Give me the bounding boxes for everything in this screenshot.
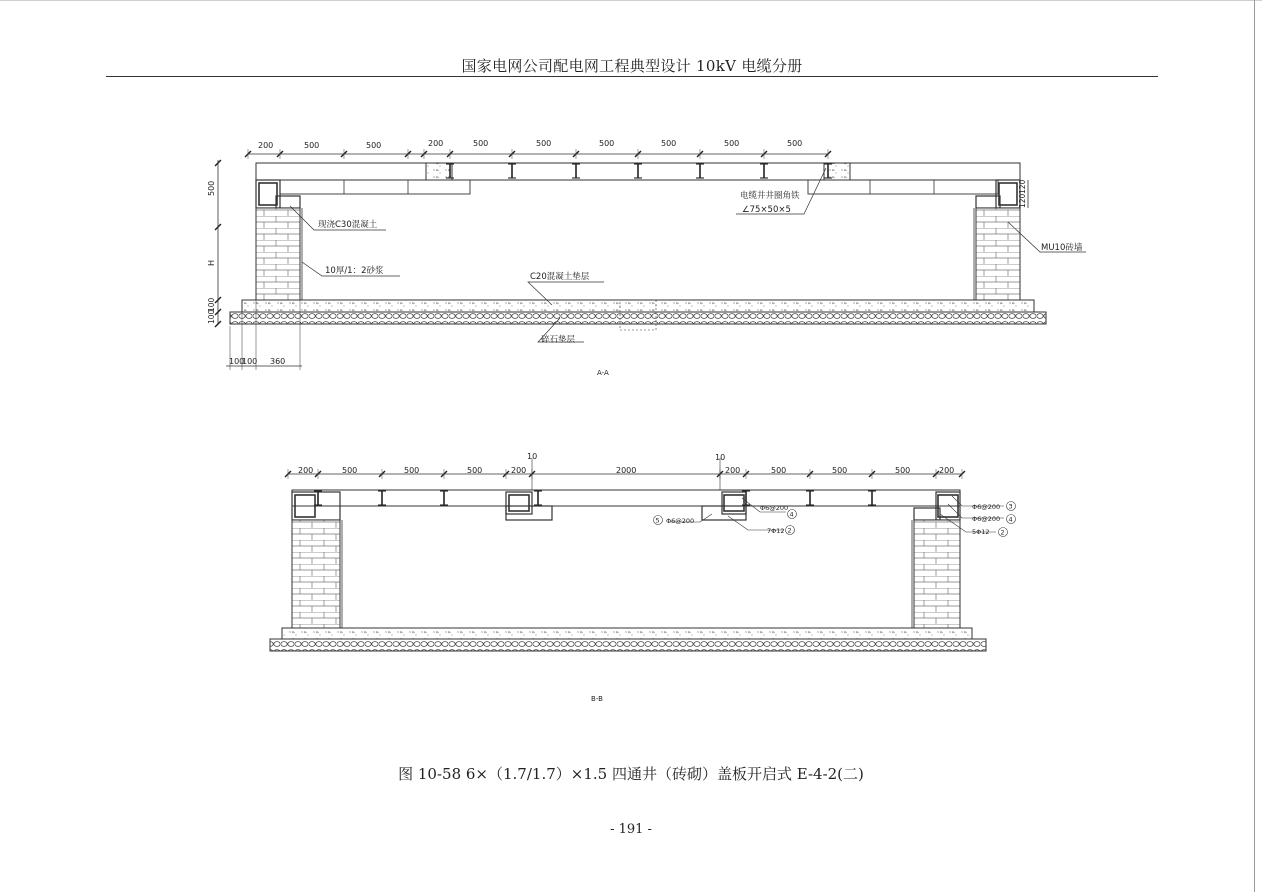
bb-tag-3: 3	[1008, 502, 1013, 511]
aa-label-gravel: 碎石垫层	[541, 335, 576, 345]
aa-ring-beam-left-rebar	[259, 183, 277, 205]
bb-top-dim-label: 500	[404, 466, 420, 475]
aa-dim-left-100a: 100	[207, 297, 216, 312]
aa-brick-wall-right	[976, 208, 1020, 300]
section-aa	[215, 149, 1086, 370]
aa-steel-beams	[446, 164, 832, 178]
bb-label-stirrup-r2: Φ6@200	[972, 515, 1001, 523]
aa-labels	[207, 179, 1083, 377]
aa-plate-joints	[344, 180, 934, 194]
aa-top-dim-label: 500	[473, 139, 489, 148]
aa-steel-beam	[634, 164, 642, 178]
bb-mid-beam-left-rebar	[509, 495, 529, 511]
bb-steel-beam	[378, 491, 386, 505]
page-header: 国家电网公司配电网工程典型设计 10kV 电缆分册	[461, 57, 803, 75]
aa-cover-plate-lower	[280, 180, 470, 194]
aa-section-title: A-A	[597, 369, 609, 377]
aa-dim-bottom-360: 360	[270, 357, 286, 366]
bb-tag-2b: 2	[1000, 528, 1005, 537]
aa-dim-bottom-100a: 100	[229, 357, 245, 366]
bb-top-dim-label: 2000	[616, 466, 637, 475]
bb-top-dim-label: 500	[467, 466, 483, 475]
aa-c20-cushion	[242, 300, 1034, 312]
bb-gap-dim-2: 10	[715, 453, 726, 462]
aa-dim-left-500: 500	[207, 180, 216, 196]
bb-top-dim-label: 500	[895, 466, 911, 475]
bb-label-stirrup-left: Φ6@200	[760, 504, 789, 512]
aa-top-dim-labels	[258, 139, 802, 150]
aa-top-dim-label: 500	[366, 141, 382, 150]
bb-label-main-left: 7Φ12	[767, 527, 785, 535]
bb-top-dim-label: 200	[939, 466, 955, 475]
bb-section-title: B-B	[591, 695, 603, 703]
aa-dim-left-100b: 100	[207, 309, 216, 324]
aa-dim-bottom-100b: 100	[242, 357, 258, 366]
aa-top-dim-label: 500	[599, 139, 615, 148]
bb-steel-beams	[314, 491, 876, 505]
aa-brick-wall-left	[256, 208, 300, 300]
bb-label-stirrup-r1: Φ6@200	[972, 503, 1001, 511]
bb-brick-wall-left	[292, 520, 340, 628]
bb-top-dim-label: 200	[298, 466, 314, 475]
aa-top-dim-label: 200	[428, 139, 444, 148]
bb-tag-4a: 4	[789, 510, 794, 519]
aa-dim-left-h: H	[207, 259, 216, 266]
aa-dim-right-120a: 120	[1018, 179, 1027, 194]
aa-top-dim-label: 500	[536, 139, 552, 148]
aa-steel-beam	[572, 164, 580, 178]
aa-label-mortar: 10厚/1：2砂浆	[325, 266, 384, 276]
aa-label-angle-1: 电缆井井圈角铁	[740, 191, 800, 201]
bb-mid-beam-right-rebar	[724, 495, 744, 511]
bb-top-dim-label: 500	[771, 466, 787, 475]
aa-dim-right-120b: 120	[1018, 193, 1027, 208]
bb-gravel-layer	[270, 639, 986, 651]
bb-steel-beam	[440, 491, 448, 505]
aa-steel-beam	[696, 164, 704, 178]
bb-cover-plate	[292, 490, 960, 506]
bb-steel-beam	[868, 491, 876, 505]
bb-brick-wall-right	[914, 520, 960, 628]
aa-label-angle-2: ∠75×50×5	[742, 205, 791, 215]
bb-label-tie-left: Φ6@200	[666, 517, 695, 525]
aa-label-brick: MU10砖墙	[1041, 243, 1083, 253]
aa-steel-beam	[508, 164, 516, 178]
bb-tag-5: 5	[655, 516, 660, 525]
bb-top-dim-label: 200	[511, 466, 527, 475]
aa-top-dim-label: 500	[787, 139, 803, 148]
aa-ring-beam-right-rebar	[999, 183, 1017, 205]
page-number: - 191 -	[610, 822, 652, 837]
bb-label-main-right: 5Φ12	[972, 528, 990, 536]
aa-top-dim-label: 500	[661, 139, 677, 148]
aa-top-dim-label: 500	[304, 141, 320, 150]
aa-top-dim-label: 500	[724, 139, 740, 148]
bb-tag-2a: 2	[787, 526, 792, 535]
aa-cover-plate-lower-right	[808, 180, 998, 194]
bb-top-dim-label: 500	[342, 466, 358, 475]
aa-gravel-layer	[230, 312, 1046, 324]
bb-steel-beam	[534, 491, 542, 505]
bb-top-dim-label: 500	[832, 466, 848, 475]
bb-top-dim-label: 200	[725, 466, 741, 475]
bb-c20-cushion	[282, 628, 972, 639]
bb-steel-beam	[806, 491, 814, 505]
aa-label-cast-concrete: 现浇C30混凝土	[318, 220, 378, 230]
aa-label-c20: C20混凝土垫层	[530, 272, 590, 282]
bb-gap-dim-1: 10	[527, 452, 538, 461]
aa-top-dim-label: 200	[258, 141, 274, 150]
section-bb	[270, 458, 1016, 651]
figure-caption: 图 10-58 6×（1.7/1.7）×1.5 四通井（砖砌）盖板开启式 E-4-2(二)	[398, 765, 864, 783]
aa-steel-beam	[760, 164, 768, 178]
bb-tag-4b: 4	[1008, 515, 1013, 524]
